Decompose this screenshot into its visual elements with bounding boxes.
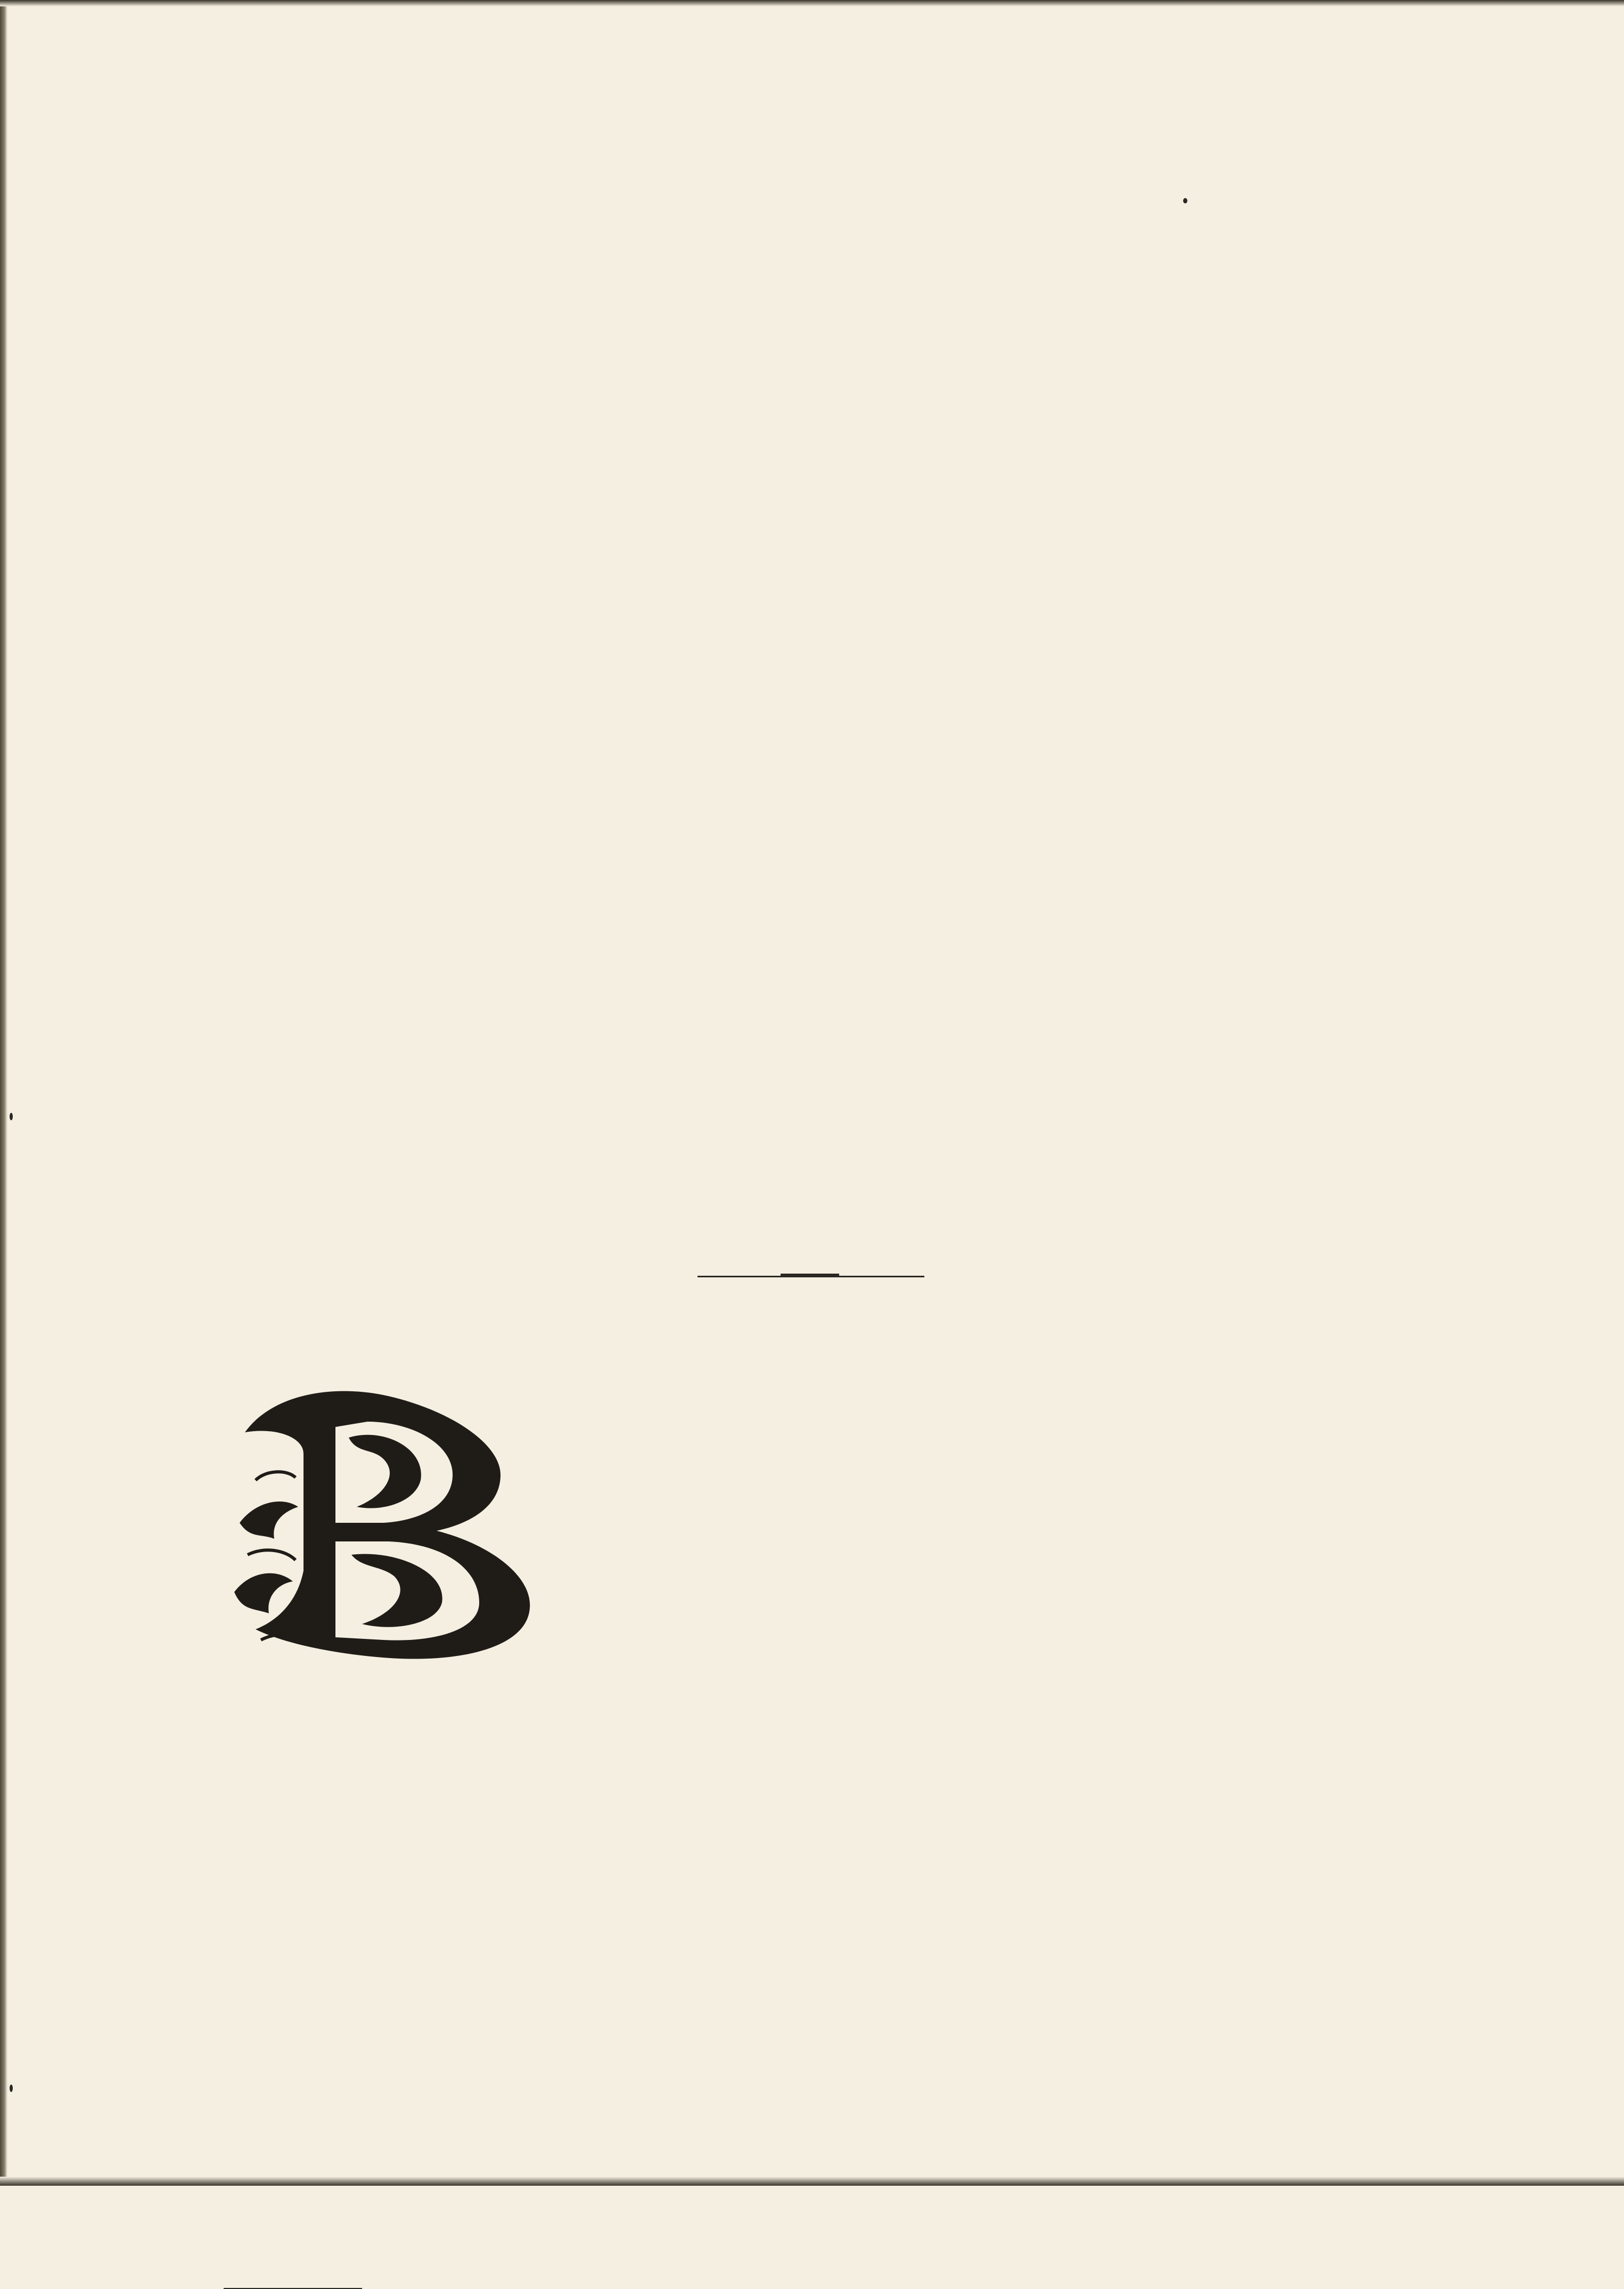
page-top-shadow (0, 0, 1624, 6)
ink-spot (1183, 198, 1187, 203)
page-edge-shadow (0, 0, 7, 2186)
running-head (224, 211, 1390, 248)
page-bottom-shadow (0, 2177, 1624, 2186)
ornamental-drop-cap (224, 1363, 543, 1661)
section-divider-center (781, 1274, 839, 1277)
ink-spot (10, 2085, 13, 2092)
ink-spot (10, 1113, 13, 1120)
